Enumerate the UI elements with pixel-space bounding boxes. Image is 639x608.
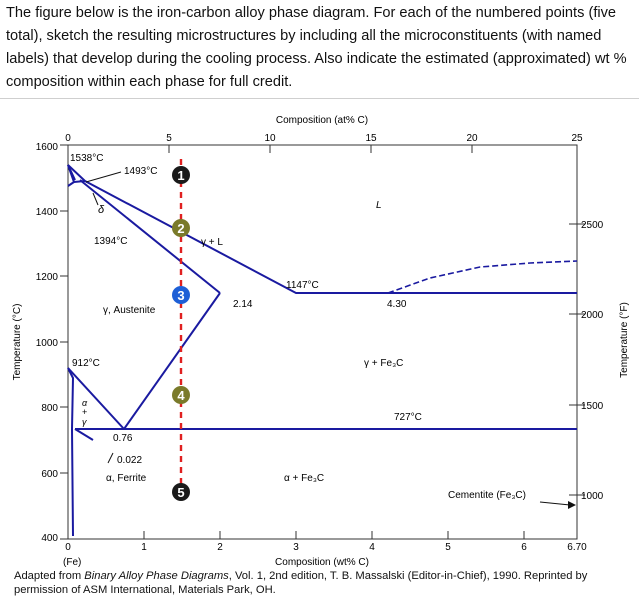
point-marker-4 xyxy=(172,386,190,404)
left-axis-title: Temperature (°C) xyxy=(12,303,23,381)
bottom-tick-label: 3 xyxy=(293,542,299,553)
label-austenite: γ, Austenite xyxy=(103,305,156,316)
point-marker-2 xyxy=(172,219,190,237)
top-tick-label: 10 xyxy=(264,133,276,144)
label-727: 727°C xyxy=(394,412,422,423)
label-1538: 1538°C xyxy=(70,153,104,164)
svg-text:3: 3 xyxy=(177,288,185,303)
bottom-axis-title: Composition (wt% C) xyxy=(275,557,369,568)
left-tick-label: 1000 xyxy=(35,338,58,349)
label-1493: 1493°C xyxy=(124,166,158,177)
label-912: 912°C xyxy=(72,358,100,369)
label-076: 0.76 xyxy=(113,433,133,444)
label-cementite: Cementite (Fe₃C) xyxy=(448,490,526,501)
top-axis-title: Composition (at% C) xyxy=(275,115,369,126)
point-marker-5 xyxy=(172,483,190,501)
bottom-axis-ticks xyxy=(68,531,524,539)
label-1147: 1147°C xyxy=(286,280,319,291)
label-delta: δ xyxy=(98,204,105,216)
bottom-tick-label: 2 xyxy=(217,542,223,553)
label-0022: 0.022 xyxy=(117,455,143,466)
top-axis-ticks xyxy=(68,145,577,153)
right-tick-label: 2000 xyxy=(581,310,604,321)
label-430: 4.30 xyxy=(387,299,407,310)
svg-text:2: 2 xyxy=(177,221,185,236)
left-tick-label: 1200 xyxy=(35,272,58,283)
point-marker-1 xyxy=(172,166,190,184)
question-text: The figure below is the iron-carbon alloy phase diagram. For each of the numbered points (five total), sketch the resulting microstructures by including all the microconstituents (with named labels) that develop during the cooling process. Also indicate the estimated (approximated) wt % composition within each phase for full credit. xyxy=(6,5,627,90)
label-1394: 1394°C xyxy=(94,236,128,247)
right-axis-title: Temperature (°F) xyxy=(619,302,630,378)
left-tick-label: 800 xyxy=(41,403,58,414)
label-alpha-gamma-a: α xyxy=(82,398,88,408)
top-tick-label: 20 xyxy=(466,133,478,144)
left-axis-ticks xyxy=(60,145,68,539)
liquidus-dashed xyxy=(388,261,577,293)
bottom-tick-label: 6 xyxy=(521,542,527,553)
credit-source: Binary Alloy Phase Diagrams xyxy=(84,570,229,582)
bottom-tick-label: 0 xyxy=(65,542,71,553)
top-tick-label: 0 xyxy=(65,133,71,144)
label-gamma-fe3c: γ + Fe₃C xyxy=(364,358,404,369)
top-tick-label: 25 xyxy=(571,133,583,144)
label-ferrite: α, Ferrite xyxy=(106,473,147,484)
svg-text:5: 5 xyxy=(177,485,185,500)
right-tick-label: 1000 xyxy=(581,491,604,502)
point-marker-3 xyxy=(172,286,190,304)
left-tick-label: 1400 xyxy=(35,207,58,218)
label-liquid: L xyxy=(376,200,382,211)
phase-diagram xyxy=(0,104,639,568)
label-214: 2.14 xyxy=(233,299,253,310)
right-tick-label: 2500 xyxy=(581,220,604,231)
credit-suffix: , Vol. 1, 2nd edition, T. B. Massalski (Editor-in-Chief), 1990. Reprinted by permission of ASM International, Materials Park, OH. xyxy=(14,570,588,596)
svg-text:4: 4 xyxy=(177,388,185,403)
figure-credit xyxy=(14,570,634,597)
svg-text:1: 1 xyxy=(177,168,185,183)
top-tick-label: 5 xyxy=(166,133,172,144)
right-tick-label: 1500 xyxy=(581,401,604,412)
label-alpha-gamma-g: γ xyxy=(82,417,87,427)
bottom-origin-note: (Fe) xyxy=(63,557,82,568)
label-gamma-plus-l: γ + L xyxy=(201,237,223,248)
left-tick-label: 600 xyxy=(41,469,58,480)
top-tick-label: 15 xyxy=(365,133,377,144)
left-tick-label: 1600 xyxy=(35,142,58,153)
credit-prefix: Adapted from xyxy=(14,570,85,582)
bottom-tick-label: 4 xyxy=(369,542,375,553)
left-tick-label: 400 xyxy=(41,533,58,544)
bottom-tick-label: 5 xyxy=(445,542,451,553)
divider xyxy=(0,98,639,99)
bottom-tick-label: 1 xyxy=(141,542,147,553)
bottom-tick-label: 6.70 xyxy=(567,542,587,553)
label-alpha-fe3c: α + Fe₃C xyxy=(284,473,325,484)
label-alpha-gamma-plus: + xyxy=(82,407,88,417)
leader-lines xyxy=(86,172,576,509)
